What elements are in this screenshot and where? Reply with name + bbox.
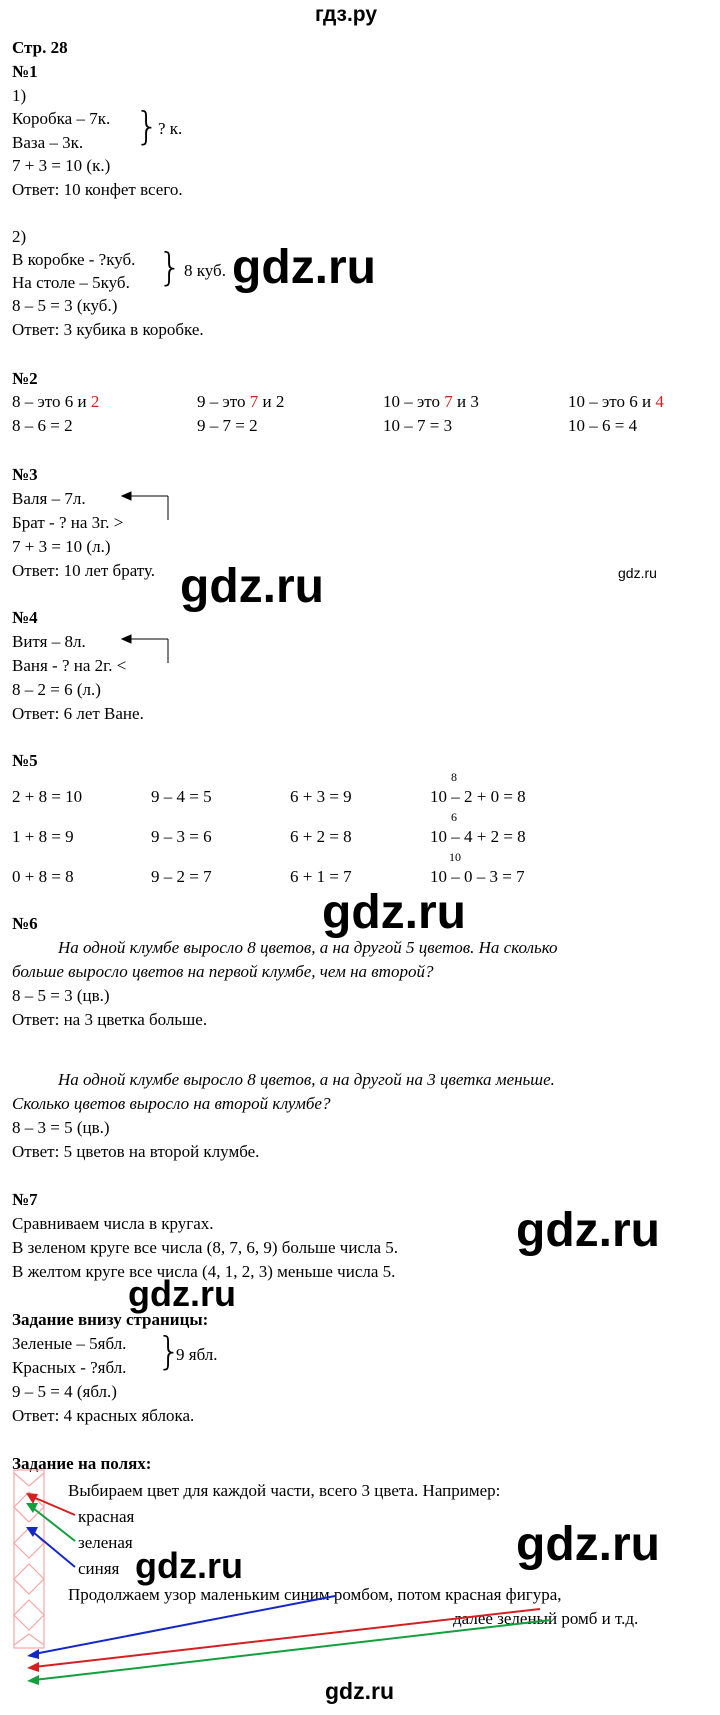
task-6-question-2-line-1: На одной клумбе выросло 8 цветов, а на другой на 3 цветка меньше. <box>58 1070 555 1089</box>
green-line-long <box>34 1620 551 1680</box>
bottom-task-brace-label: 9 ябл. <box>176 1345 218 1364</box>
task-6-equation-1: 8 – 5 = 3 (цв.) <box>12 986 110 1005</box>
task-7-line-3: В желтом круге все числа (4, 1, 2, 3) меньше числа 5. <box>12 1262 396 1281</box>
margins-task-line-3: далее зеленый ромб и т.д. <box>453 1609 639 1628</box>
task-7-title: №7 <box>12 1190 38 1209</box>
task-4-line-vitya: Витя – 8л. <box>12 632 86 651</box>
bottom-task-title: Задание внизу страницы: <box>12 1310 209 1329</box>
task-4-title: №4 <box>12 608 38 627</box>
task-2-col-2: 9 – это 7 и 2 <box>197 392 285 411</box>
task-6-title: №6 <box>12 914 38 933</box>
watermark: gdz.ru <box>516 1204 660 1257</box>
task-5-cell: 2 + 8 = 10 <box>12 787 83 806</box>
task-1-line-vase: Ваза – 3к. <box>12 133 84 152</box>
task-1-title: №1 <box>12 62 38 81</box>
task-5-cell: 9 – 2 = 7 <box>151 867 212 886</box>
watermark-small: gdz.ru <box>618 565 657 581</box>
watermark: gdz.ru <box>135 1545 243 1586</box>
task-5-cell: 6 + 3 = 9 <box>290 787 352 806</box>
site-header[interactable]: гдз.ру <box>315 3 378 26</box>
color-label-blue: синяя <box>78 1559 120 1578</box>
arrow-head <box>122 492 131 500</box>
task-1-brace-label: ? к. <box>158 119 183 138</box>
task-4-equation: 8 – 2 = 6 (л.) <box>12 680 101 699</box>
task-5-cell: 9 – 4 = 5 <box>151 787 212 806</box>
task-5-intermediate-result: 6 <box>451 810 457 824</box>
task-6-answer-1: Ответ: на 3 цветка больше. <box>12 1010 208 1029</box>
task-5-title: №5 <box>12 751 38 770</box>
task-1-equation: 7 + 3 = 10 (к.) <box>12 156 111 175</box>
task-2-col-3: 10 – это 7 и 3 <box>383 392 479 411</box>
watermark: gdz.ru <box>128 1273 236 1314</box>
task-5-intermediate-result: 8 <box>451 770 457 784</box>
task-5-cell: 0 + 8 = 8 <box>12 867 74 886</box>
margins-task-title: Задание на полях: <box>12 1454 152 1473</box>
color-label-red: красная <box>78 1507 135 1526</box>
task-6-question-1-line-2: больше выросло цветов на первой клумбе, чем на второй? <box>12 962 434 981</box>
task-2-title: №2 <box>12 369 38 388</box>
arrow-head <box>122 635 131 643</box>
task-2-eq-3: 10 – 7 = 3 <box>383 416 453 435</box>
task-6-question-1-line-1: На одной клумбе выросло 8 цветов, а на другой 5 цветов. На сколько <box>58 938 558 957</box>
brace-symbol: } <box>135 104 160 148</box>
task-6-answer-2: Ответ: 5 цветов на второй клумбе. <box>12 1142 260 1161</box>
task-2-eq-2: 9 – 7 = 2 <box>197 416 258 435</box>
task-2-eq-4: 10 – 6 = 4 <box>568 416 638 435</box>
task-1-brace-label-2: 8 куб. <box>184 261 226 280</box>
task-3-equation: 7 + 3 = 10 (л.) <box>12 537 111 556</box>
task-7-line-2: В зеленом круге все числа (8, 7, 6, 9) больше числа 5. <box>12 1238 399 1257</box>
task-2-eq-1: 8 – 6 = 2 <box>12 416 73 435</box>
task-7-line-1: Сравниваем числа в кругах. <box>12 1214 214 1233</box>
task-3-line-brother: Брат - ? на 3г. > <box>12 513 124 532</box>
brace-symbol: } <box>157 1329 182 1373</box>
task-3-answer: Ответ: 10 лет брату. <box>12 561 156 580</box>
task-1-line-box: Коробка – 7к. <box>12 109 111 128</box>
task-1-part-2-label: 2) <box>12 227 27 246</box>
arrow-heads <box>26 1493 39 1685</box>
task-1-part-1-label: 1) <box>12 86 27 105</box>
task-5-cell: 10 – 0 – 3 = 7 <box>430 867 525 886</box>
page-reference: Стр. 28 <box>12 38 68 57</box>
task-6-equation-2: 8 – 3 = 5 (цв.) <box>12 1118 110 1137</box>
task-3-title: №3 <box>12 465 38 484</box>
task-1-line-in-box: В коробке - ?куб. <box>12 250 136 269</box>
task-2-col-4: 10 – это 6 и 4 <box>568 392 664 411</box>
margins-task-line-2: Продолжаем узор маленьким синим ромбом, потом красная фигура, <box>68 1585 562 1604</box>
watermark: gdz.ru <box>322 886 466 939</box>
bottom-task-line-green: Зеленые – 5ябл. <box>12 1334 127 1353</box>
task-1-equation-2: 8 – 5 = 3 (куб.) <box>12 296 118 315</box>
watermark: gdz.ru <box>232 241 376 294</box>
watermark: gdz.ru <box>516 1518 660 1571</box>
task-5-cell: 6 + 1 = 7 <box>290 867 352 886</box>
blue-line-long <box>34 1596 335 1654</box>
bottom-task-line-red: Красных - ?ябл. <box>12 1358 127 1377</box>
bottom-task-equation: 9 – 5 = 4 (ябл.) <box>12 1382 117 1401</box>
task-1-line-on-table: На столе – 5куб. <box>12 273 130 292</box>
task-5-cell: 10 – 2 + 0 = 8 <box>430 787 526 806</box>
task-1-answer: Ответ: 10 конфет всего. <box>12 180 183 199</box>
color-label-green: зеленая <box>78 1533 133 1552</box>
margins-task-line-1: Выбираем цвет для каждой части, всего 3 цвета. Например: <box>68 1481 501 1500</box>
task-5-cell: 6 + 2 = 8 <box>290 827 352 846</box>
task-5-cell: 10 – 4 + 2 = 8 <box>430 827 526 846</box>
task-5-cell: 1 + 8 = 9 <box>12 827 74 846</box>
task-6-question-2-line-2: Сколько цветов выросло на второй клумбе? <box>12 1094 331 1113</box>
watermark: gdz.ru <box>180 560 324 613</box>
task-2-col-1: 8 – это 6 и 2 <box>12 392 100 411</box>
task-4-answer: Ответ: 6 лет Ване. <box>12 704 144 723</box>
task-3-line-valya: Валя – 7л. <box>12 489 86 508</box>
task-5-cell: 9 – 3 = 6 <box>151 827 212 846</box>
color-lines <box>33 1497 551 1680</box>
task-1-answer-2: Ответ: 3 кубика в коробке. <box>12 320 204 339</box>
bottom-task-answer: Ответ: 4 красных яблока. <box>12 1406 195 1425</box>
task-5-intermediate-result: 10 <box>449 850 461 864</box>
brace-symbol: } <box>158 245 183 289</box>
footer-watermark: gdz.ru <box>325 1678 394 1704</box>
red-line-long <box>34 1609 540 1667</box>
task-4-line-vanya: Ваня - ? на 2г. < <box>12 656 127 675</box>
